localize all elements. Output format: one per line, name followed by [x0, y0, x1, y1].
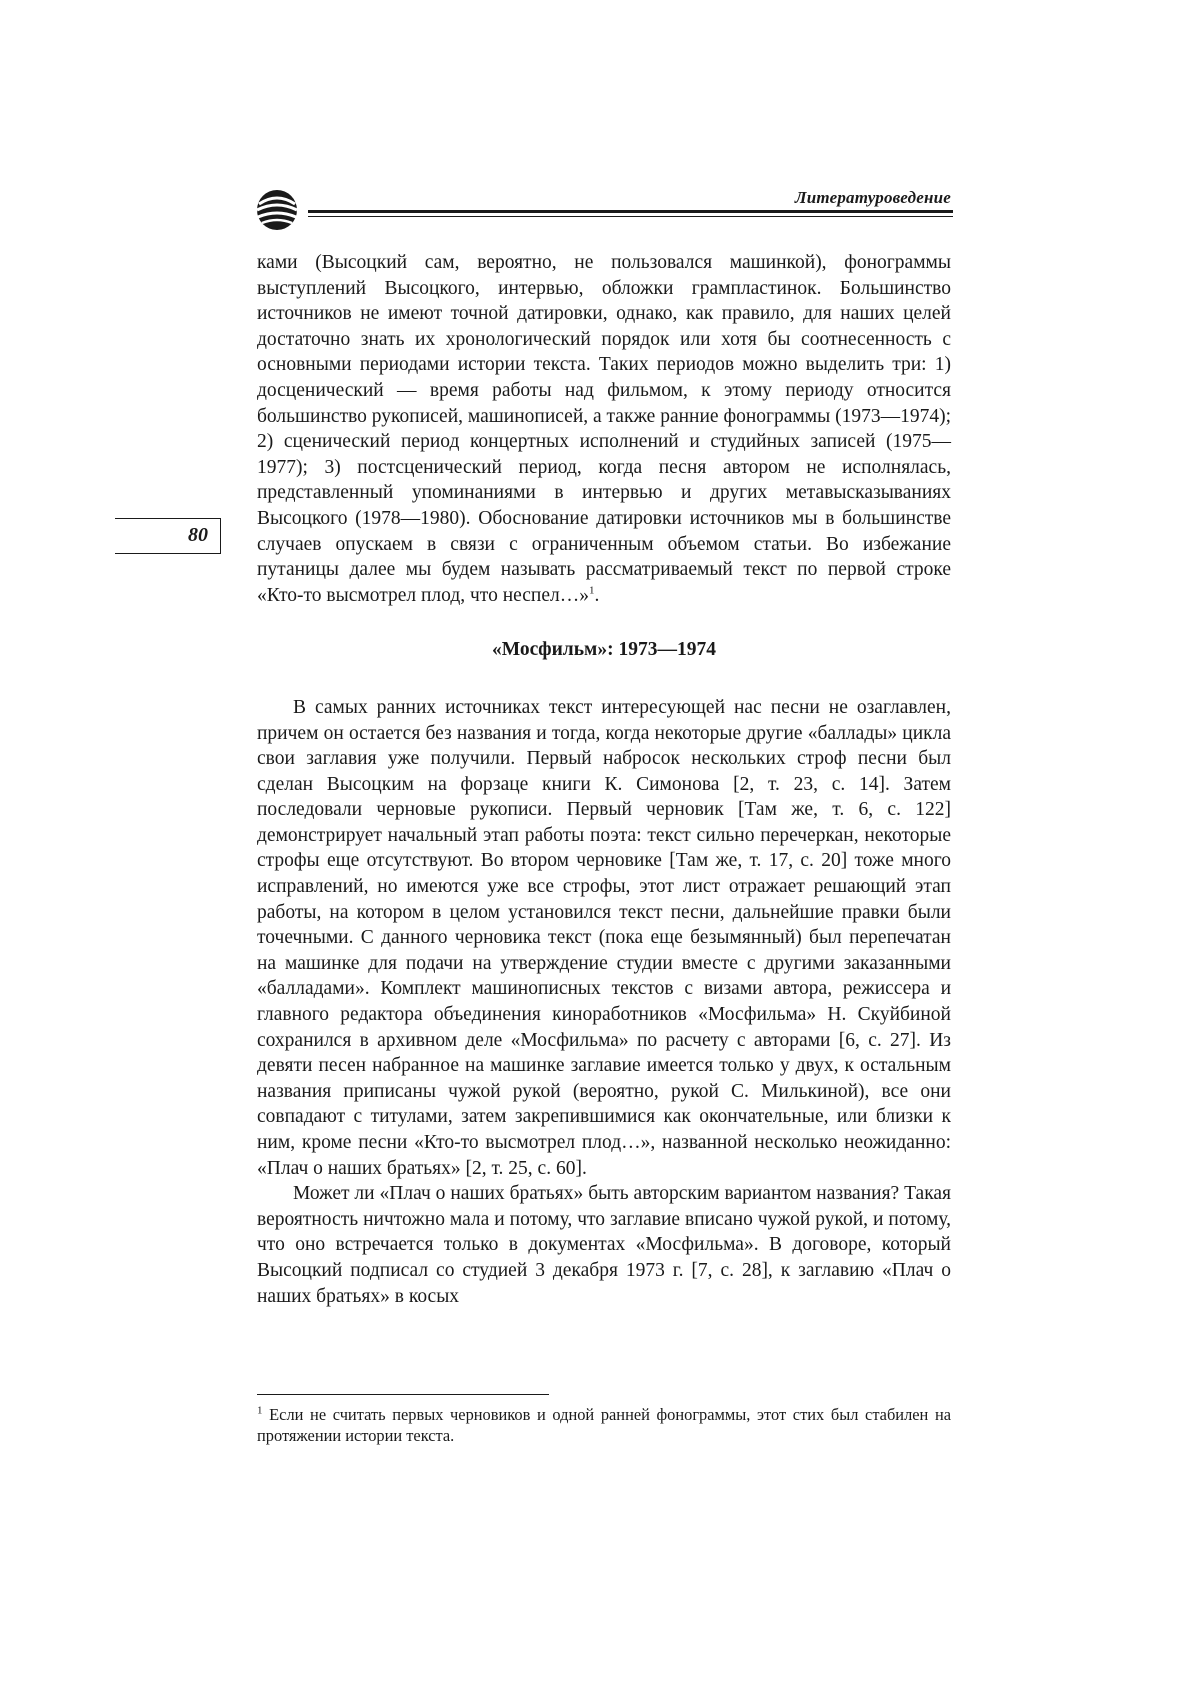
page-number-box	[115, 518, 221, 554]
footnote	[257, 1404, 951, 1446]
header-rule-thin	[308, 216, 953, 217]
running-header	[253, 186, 953, 232]
paragraph-3: Может ли «Плач о наших братьях» быть авторским вариантом названия? Такая вероятность ничтожно мала и потому, что заглавие вписано чужой рукой, и потому, что оно встречается только в документах «Мосфильма». В договоре, который Высоцкий подписал со студией 3 декабря 1973 г. [7, с. 28], к заглавию «Плач о наших братьях» в косых	[257, 1183, 951, 1307]
footnote-reference[interactable]: 1	[589, 584, 595, 597]
section-subheading: «Мосфильм»: 1973—1974	[492, 639, 716, 661]
footnote-mark: 1	[257, 1404, 263, 1417]
journal-logo-icon	[253, 188, 303, 232]
section-title: Литературоведение	[794, 188, 951, 207]
page-number: 80	[188, 524, 208, 546]
paragraph-2: В самых ранних источниках текст интересующей нас песни не озаглавлен, причем он остается без названия и тогда, когда некоторые другие «баллады» цикла свои заглавия уже получили. Первый набросок нескольких строф песни был сделан Высоцким на форзаце книги К. Симонова [2, т. 23, с. 14]. Затем последовали черновые рукописи. Первый черновик [Там же, т. 6, с. 122] демонстрирует начальный этап работы поэта: текст сильно перечеркан, некоторые строфы еще отсутствуют. Во втором черновике [Там же, т. 17, с. 20] тоже много исправлений, но имеются уже все строфы, этот лист отражает решающий этап работы, на котором в целом установился текст песни, дальнейшие правки были точечными. С данного черновика текст (пока еще безымянный) был перепечатан на машинке для подачи на утверждение студии вместе с другими заказанными «балладами». Комплект машинописных текстов с визами автора, режиссера и главного редактора объединения киноработников «Мосфильма» Н. Скуйбиной сохранился в архивном деле «Мосфильма» по расчету с авторами [6, с. 27]. Из девяти песен набранное на машинке заглавие имеется только у двух, к остальным названия приписаны чужой рукой (вероятно, рукой С. Милькиной), все они совпадают с титулами, затем закрепившимися как окончательные, или близки к ним, кроме песни «Кто-то высмотрел плод…», названной несколько неожиданно: «Плач о наших братьях» [2, т. 25, с. 60].	[257, 696, 951, 1179]
paragraph-1: ками (Высоцкий сам, вероятно, не пользовался машинкой), фонограммы выступлений Высоцкого, интервью, обложки грампластинок. Большинство источников не имеют точной датировки, однако, как правило, для наших целей достаточно знать их хронологический порядок или хотя бы соотнесенность с основными периодами истории текста. Таких периодов можно выделить три: 1) досценический — время работы над фильмом, к этому периоду относится большинство рукописей, машинописей, а также ранние фонограммы (1973—1974); 2) сценический период концертных исполнений и студийных записей (1975—1977); 3) постсценический период, когда песня автором не исполнялась, представленный упоминаниями в интервью и других метавысказываниях Высоцкого (1978—1980). Обоснование датировки источников мы в большинстве случаев опускаем в связи с ограниченным объемом статьи. Во избежание путаницы далее мы будем называть рассматриваемый текст по первой строке «Кто-то высмотрел плод, что неспел…»$^1$.	[257, 252, 951, 606]
footnote-rule	[257, 1394, 549, 1395]
paragraph-1-text: ками (Высоцкий сам, вероятно, не пользовался машинкой), фонограммы выступлений Высоцкого, интервью, обложки грампластинок. Большинство источников не имеют точной датировки, однако, как правило, для наших целей достаточно знать их хронологический порядок или хотя бы соотнесенность с основными периодами истории текста. Таких периодов можно выделить три: 1) досценический — время работы над фильмом, к этому периоду относится большинство рукописей, машинописей, а также ранние фонограммы (1973—1974); 2) сценический период концертных исполнений и студийных записей (1975—1977); 3) постсценический период, когда песня автором не исполнялась, представленный упоминаниями в интервью и других метавысказываниях Высоцкого (1978—1980). Обоснование датировки источников мы в большинстве случаев опускаем в связи с ограниченным объемом статьи. Во избежание путаницы далее мы будем называть рассматриваемый текст по первой строке «Кто-то высмотрел плод, что неспел…»	[257, 252, 951, 606]
header-rule-thick	[308, 210, 953, 213]
footnote-text: Если не считать первых черновиков и одной ранней фонограммы, этот стих был стабилен на протяжении истории текста.	[257, 1405, 951, 1445]
main-text-column	[257, 250, 951, 1309]
